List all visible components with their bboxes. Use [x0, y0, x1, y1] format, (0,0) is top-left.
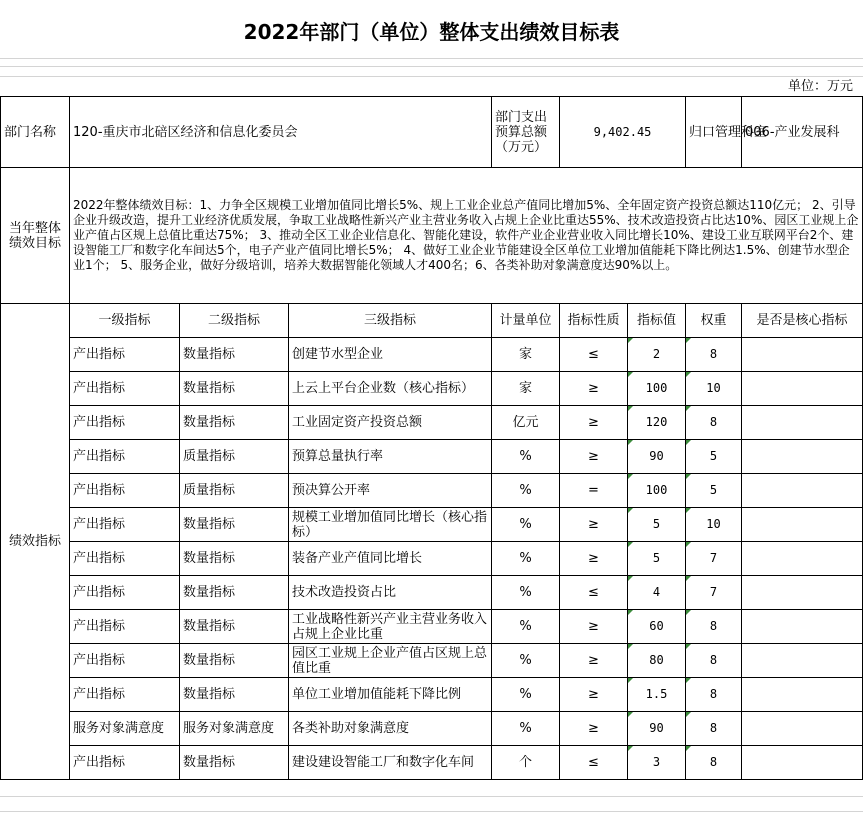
- cell-level3[interactable]: 工业固定资产投资总额: [289, 406, 492, 440]
- cell-value[interactable]: 80: [628, 644, 686, 678]
- table-row: [1, 542, 863, 576]
- cell-value[interactable]: 5: [628, 508, 686, 542]
- cell-weight[interactable]: 8: [686, 712, 742, 746]
- cell-core[interactable]: [742, 508, 863, 542]
- cell-level3[interactable]: 上云上平台企业数（核心指标）: [289, 372, 492, 406]
- cell-level2[interactable]: 数量指标: [180, 746, 289, 780]
- table-row: [1, 338, 863, 372]
- header-level1[interactable]: 一级指标: [70, 304, 180, 338]
- cell-level2[interactable]: 数量指标: [180, 338, 289, 372]
- cell-nature[interactable]: ≥: [560, 712, 628, 746]
- table-row: [1, 576, 863, 610]
- cell-unit[interactable]: 家: [492, 338, 560, 372]
- cell-nature[interactable]: ≥: [560, 508, 628, 542]
- cell-level1[interactable]: 产出指标: [70, 678, 180, 712]
- cell-level2[interactable]: 质量指标: [180, 440, 289, 474]
- cell-level1[interactable]: 产出指标: [70, 610, 180, 644]
- table-row: [1, 712, 863, 746]
- header-unit[interactable]: 计量单位: [492, 304, 560, 338]
- cell-weight[interactable]: 8: [686, 746, 742, 780]
- cell-level2[interactable]: 数量指标: [180, 644, 289, 678]
- cell-weight[interactable]: 8: [686, 610, 742, 644]
- cell-level1[interactable]: 产出指标: [70, 406, 180, 440]
- cell-nature[interactable]: ≤: [560, 746, 628, 780]
- cell-nature[interactable]: ≥: [560, 406, 628, 440]
- cell-level1[interactable]: 产出指标: [70, 372, 180, 406]
- cell-core[interactable]: [742, 406, 863, 440]
- cell-level2[interactable]: 数量指标: [180, 508, 289, 542]
- sheet-gridline: [0, 796, 863, 797]
- sheet-gridline: [0, 76, 863, 77]
- header-nature[interactable]: 指标性质: [560, 304, 628, 338]
- cell-core[interactable]: [742, 338, 863, 372]
- cell-level3[interactable]: 预决算公开率: [289, 474, 492, 508]
- cell-level3[interactable]: 单位工业增加值能耗下降比例: [289, 678, 492, 712]
- cell-level2[interactable]: 数量指标: [180, 406, 289, 440]
- header-level2[interactable]: 二级指标: [180, 304, 289, 338]
- table-row: [1, 610, 863, 644]
- cell-unit[interactable]: 亿元: [492, 406, 560, 440]
- table-row: [1, 372, 863, 406]
- header-core[interactable]: 是否是核心指标: [742, 304, 863, 338]
- cell-unit[interactable]: 家: [492, 372, 560, 406]
- cell-nature[interactable]: ≥: [560, 678, 628, 712]
- header-level3[interactable]: 三级指标: [289, 304, 492, 338]
- header-value[interactable]: 指标值: [628, 304, 686, 338]
- cell-level1[interactable]: 产出指标: [70, 644, 180, 678]
- cell-value[interactable]: 90: [628, 712, 686, 746]
- cell-value[interactable]: 100: [628, 474, 686, 508]
- table-row: [1, 440, 863, 474]
- cell-level3[interactable]: 创建节水型企业: [289, 338, 492, 372]
- cell-level1[interactable]: 产出指标: [70, 746, 180, 780]
- dept-row: [1, 97, 863, 168]
- dept-name-value[interactable]: 120-重庆市北碚区经济和信息化委员会: [70, 97, 492, 168]
- cell-level2[interactable]: 质量指标: [180, 474, 289, 508]
- cell-unit[interactable]: %: [492, 542, 560, 576]
- cell-core[interactable]: [742, 440, 863, 474]
- indicator-header-row: [1, 304, 863, 338]
- budget-label[interactable]: 部门支出预算总额（万元）: [492, 97, 560, 168]
- cell-level2[interactable]: 数量指标: [180, 610, 289, 644]
- performance-table: [0, 96, 863, 780]
- cell-unit[interactable]: %: [492, 474, 560, 508]
- cell-nature[interactable]: ≥: [560, 610, 628, 644]
- cell-level3[interactable]: 各类补助对象满意度: [289, 712, 492, 746]
- cell-level2[interactable]: 数量指标: [180, 576, 289, 610]
- cell-value[interactable]: 1.5: [628, 678, 686, 712]
- page-title: 2022年部门（单位）整体支出绩效目标表: [243, 20, 620, 44]
- dept-name-label[interactable]: 部门名称: [1, 97, 70, 168]
- unit-label: 单位：万元: [787, 79, 853, 94]
- cell-core[interactable]: [742, 610, 863, 644]
- cell-level1[interactable]: 产出指标: [70, 440, 180, 474]
- cell-level1[interactable]: 产出指标: [70, 474, 180, 508]
- cell-weight[interactable]: 8: [686, 406, 742, 440]
- cell-value[interactable]: 3: [628, 746, 686, 780]
- header-weight[interactable]: 权重: [686, 304, 742, 338]
- cell-nature[interactable]: ≥: [560, 440, 628, 474]
- goal-text[interactable]: 2022年整体绩效目标：1、力争全区规模工业增加值同比增长5%、规上工业企业总产值同比增加5%、全年固定资产投资总额达110亿元； 2、引导企业升级改造，提升工业经济优质发展，争取工业战略性新兴产业主营业务收入占规上企业比重达55%、技术改造投资占比达10%、园区工业规上企业产值占区规上总值比重达75%； 3、推动全区工业企业信息化、智能化建设，软件产业企业营业收入同比增长10%、建设工业互联网平台2个、建设智能工厂和数字化车间达5个，电子产业产值同比增长5%； 4、做好工业企业节能建设全区单位工业增加值能耗下降比例达1.5%、创建节水型企业1个； 5、服务企业，做好分级培训，培养大数据智能化领域人才400名；6、各类补助对象满意度达90%以上。: [70, 168, 863, 304]
- cell-level3[interactable]: 装备产业产值同比增长: [289, 542, 492, 576]
- cell-level1[interactable]: 产出指标: [70, 576, 180, 610]
- cell-level2[interactable]: 数量指标: [180, 542, 289, 576]
- table-row: [1, 678, 863, 712]
- mgmt-label[interactable]: 归口管理科室: [686, 97, 742, 168]
- cell-level2[interactable]: 服务对象满意度: [180, 712, 289, 746]
- sheet-gridline: [0, 811, 863, 812]
- cell-level3[interactable]: 工业战略性新兴产业主营业务收入占规上企业比重: [289, 610, 492, 644]
- cell-unit[interactable]: %: [492, 712, 560, 746]
- cell-unit[interactable]: %: [492, 678, 560, 712]
- cell-core[interactable]: [742, 678, 863, 712]
- table-row: [1, 474, 863, 508]
- cell-unit[interactable]: %: [492, 508, 560, 542]
- cell-level2[interactable]: 数量指标: [180, 372, 289, 406]
- budget-value[interactable]: 9,402.45: [560, 97, 686, 168]
- cell-weight[interactable]: 10: [686, 372, 742, 406]
- cell-unit[interactable]: 个: [492, 746, 560, 780]
- cell-value[interactable]: 4: [628, 576, 686, 610]
- cell-nature[interactable]: ≤: [560, 576, 628, 610]
- cell-value[interactable]: 120: [628, 406, 686, 440]
- cell-level3[interactable]: 预算总量执行率: [289, 440, 492, 474]
- cell-weight[interactable]: 8: [686, 644, 742, 678]
- cell-unit[interactable]: %: [492, 576, 560, 610]
- cell-nature[interactable]: ≥: [560, 372, 628, 406]
- cell-core[interactable]: [742, 542, 863, 576]
- cell-level3[interactable]: 规模工业增加值同比增长（核心指标）: [289, 508, 492, 542]
- table-row: [1, 644, 863, 678]
- cell-unit[interactable]: %: [492, 440, 560, 474]
- cell-core[interactable]: [742, 474, 863, 508]
- cell-weight[interactable]: 5: [686, 440, 742, 474]
- cell-nature[interactable]: ≥: [560, 644, 628, 678]
- table-row: [1, 746, 863, 780]
- sheet-gridline: [0, 66, 863, 67]
- cell-level1[interactable]: 产出指标: [70, 542, 180, 576]
- cell-unit[interactable]: %: [492, 644, 560, 678]
- cell-core[interactable]: [742, 712, 863, 746]
- cell-level2[interactable]: 数量指标: [180, 678, 289, 712]
- cell-nature[interactable]: ≤: [560, 338, 628, 372]
- sheet-gridline: [0, 58, 863, 59]
- cell-level1[interactable]: 服务对象满意度: [70, 712, 180, 746]
- cell-value[interactable]: 90: [628, 440, 686, 474]
- cell-level1[interactable]: 产出指标: [70, 338, 180, 372]
- cell-value[interactable]: 60: [628, 610, 686, 644]
- cell-weight[interactable]: 8: [686, 338, 742, 372]
- cell-value[interactable]: 100: [628, 372, 686, 406]
- goal-row: [1, 168, 863, 304]
- table-row: [1, 406, 863, 440]
- cell-nature[interactable]: ≥: [560, 542, 628, 576]
- cell-weight[interactable]: 10: [686, 508, 742, 542]
- indicators-section-label[interactable]: 绩效指标: [1, 304, 70, 780]
- cell-level1[interactable]: 产出指标: [70, 508, 180, 542]
- cell-weight[interactable]: 7: [686, 542, 742, 576]
- mgmt-value[interactable]: 006-产业发展科: [742, 97, 863, 168]
- cell-level3[interactable]: 园区工业规上企业产值占区规上总值比重: [289, 644, 492, 678]
- cell-core[interactable]: [742, 746, 863, 780]
- cell-weight[interactable]: 5: [686, 474, 742, 508]
- cell-level3[interactable]: 建设建设智能工厂和数字化车间: [289, 746, 492, 780]
- cell-weight[interactable]: 7: [686, 576, 742, 610]
- cell-nature[interactable]: =: [560, 474, 628, 508]
- cell-value[interactable]: 5: [628, 542, 686, 576]
- goal-label[interactable]: 当年整体绩效目标: [1, 168, 70, 304]
- cell-core[interactable]: [742, 372, 863, 406]
- cell-core[interactable]: [742, 576, 863, 610]
- cell-weight[interactable]: 8: [686, 678, 742, 712]
- cell-unit[interactable]: %: [492, 610, 560, 644]
- cell-core[interactable]: [742, 644, 863, 678]
- cell-level3[interactable]: 技术改造投资占比: [289, 576, 492, 610]
- table-row: [1, 508, 863, 542]
- cell-value[interactable]: 2: [628, 338, 686, 372]
